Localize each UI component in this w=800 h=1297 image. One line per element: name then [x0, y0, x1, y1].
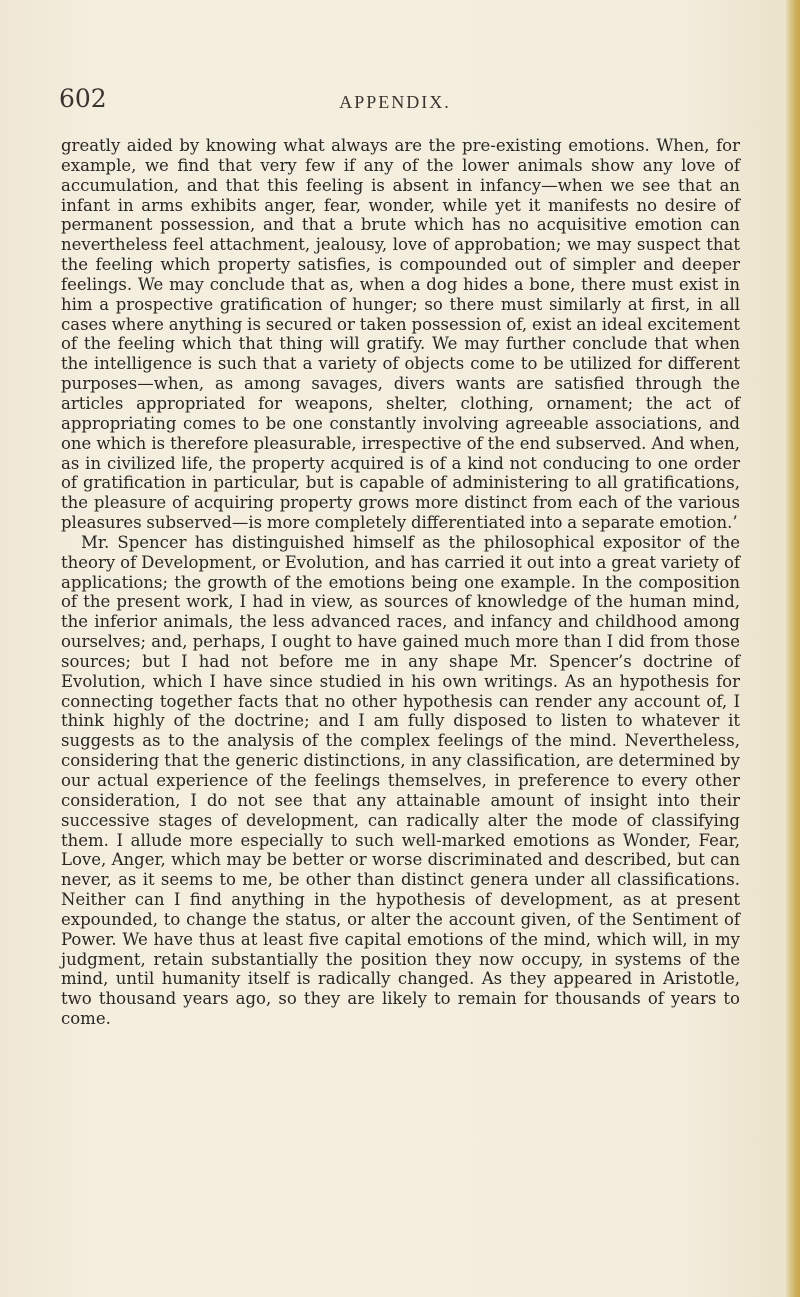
- paragraph-1: greatly aided by knowing what always are the pre-existing emotions. When, for example, we find that very few if any of the lower animals show any love of accumulation, and that this feeling is absent in infancy—when we see that an infant in arms exhibits anger, fear, wonder, while yet it manifests no desire of permanent possession, and that a brute which has no acquisitive emotion can nevertheless feel attachment, jealousy, love of approbation; we may suspect that the feeling which property satisfies, is compounded out of simpler and deeper feelings. We may conclude that as, when a dog hides a bone, there must exist in him a prospective gratification of hunger; so there must similarly at first, in all cases where anything is secured or taken possession of, exist an ideal excitement of the feeling which that thing will gratify. We may further conclude that when the intelligence is such that a variety of objects come to be utilized for different purposes—when, as among savages, divers wants are satisfied through the articles appropriated for weapons, shelter, clothing, ornament; the act of appropriating comes to be one constantly involving agreeable associations, and one which is therefore pleasurable, irrespective of the end subserved. And when, as in civilized life, the property acquired is of a kind not conducing to one order of gratification in particular, but is capable of administering to all gratifications, the pleasure of acquiring property grows more distinct from each of the various pleasures subserved—is more completely differentiated into a separate emotion.’: [61, 136, 740, 533]
- running-head: APPENDIX.: [339, 92, 451, 112]
- page-edge: [786, 0, 800, 1297]
- paragraph-2: Mr. Spencer has distinguished himself as the philosophical expositor of the theory of Development, or Evolution, and has carried it out into a great variety of applications; the growth of the emotions being one example. In the composition of the present work, I had in view, as sources of knowledge of the human mind, the inferior animals, the less advanced races, and infancy and childhood among ourselves; and, perhaps, I ought to have gained much more than I did from those sources; but I had not before me in any shape Mr. Spencer’s doctrine of Evolution, which I have since studied in his own writings. As an hypothesis for connecting together facts that no other hypothesis can render any account of, I think highly of the doctrine; and I am fully disposed to listen to whatever it suggests as to the analysis of the complex feelings of the mind. Nevertheless, considering that the generic distinctions, in any classification, are determined by our actual experience of the feelings themselves, in preference to every other consideration, I do not see that any attainable amount of insight into their successive stages of development, can radically alter the mode of classifying them. I allude more especially to such well-marked emotions as Wonder, Fear, Love, Anger, which may be better or worse discriminated and described, but can never, as it seems to me, be other than distinct genera under all classifications. Neither can I find anything in the hypothesis of development, as at present expounded, to change the status, or alter the account given, of the Sentiment of Power. We have thus at least five capital emotions of the mind, which will, in my judgment, retain substantially the position they now occupy, in systems of the mind, until humanity itself is radically changed. As they appeared in Aristotle, two thousand years ago, so they are likely to remain for thousands of years to come.: [61, 532, 740, 1029]
- body-text: [61, 136, 740, 1029]
- page-number: 602: [59, 84, 107, 113]
- page-header: [0, 0, 800, 130]
